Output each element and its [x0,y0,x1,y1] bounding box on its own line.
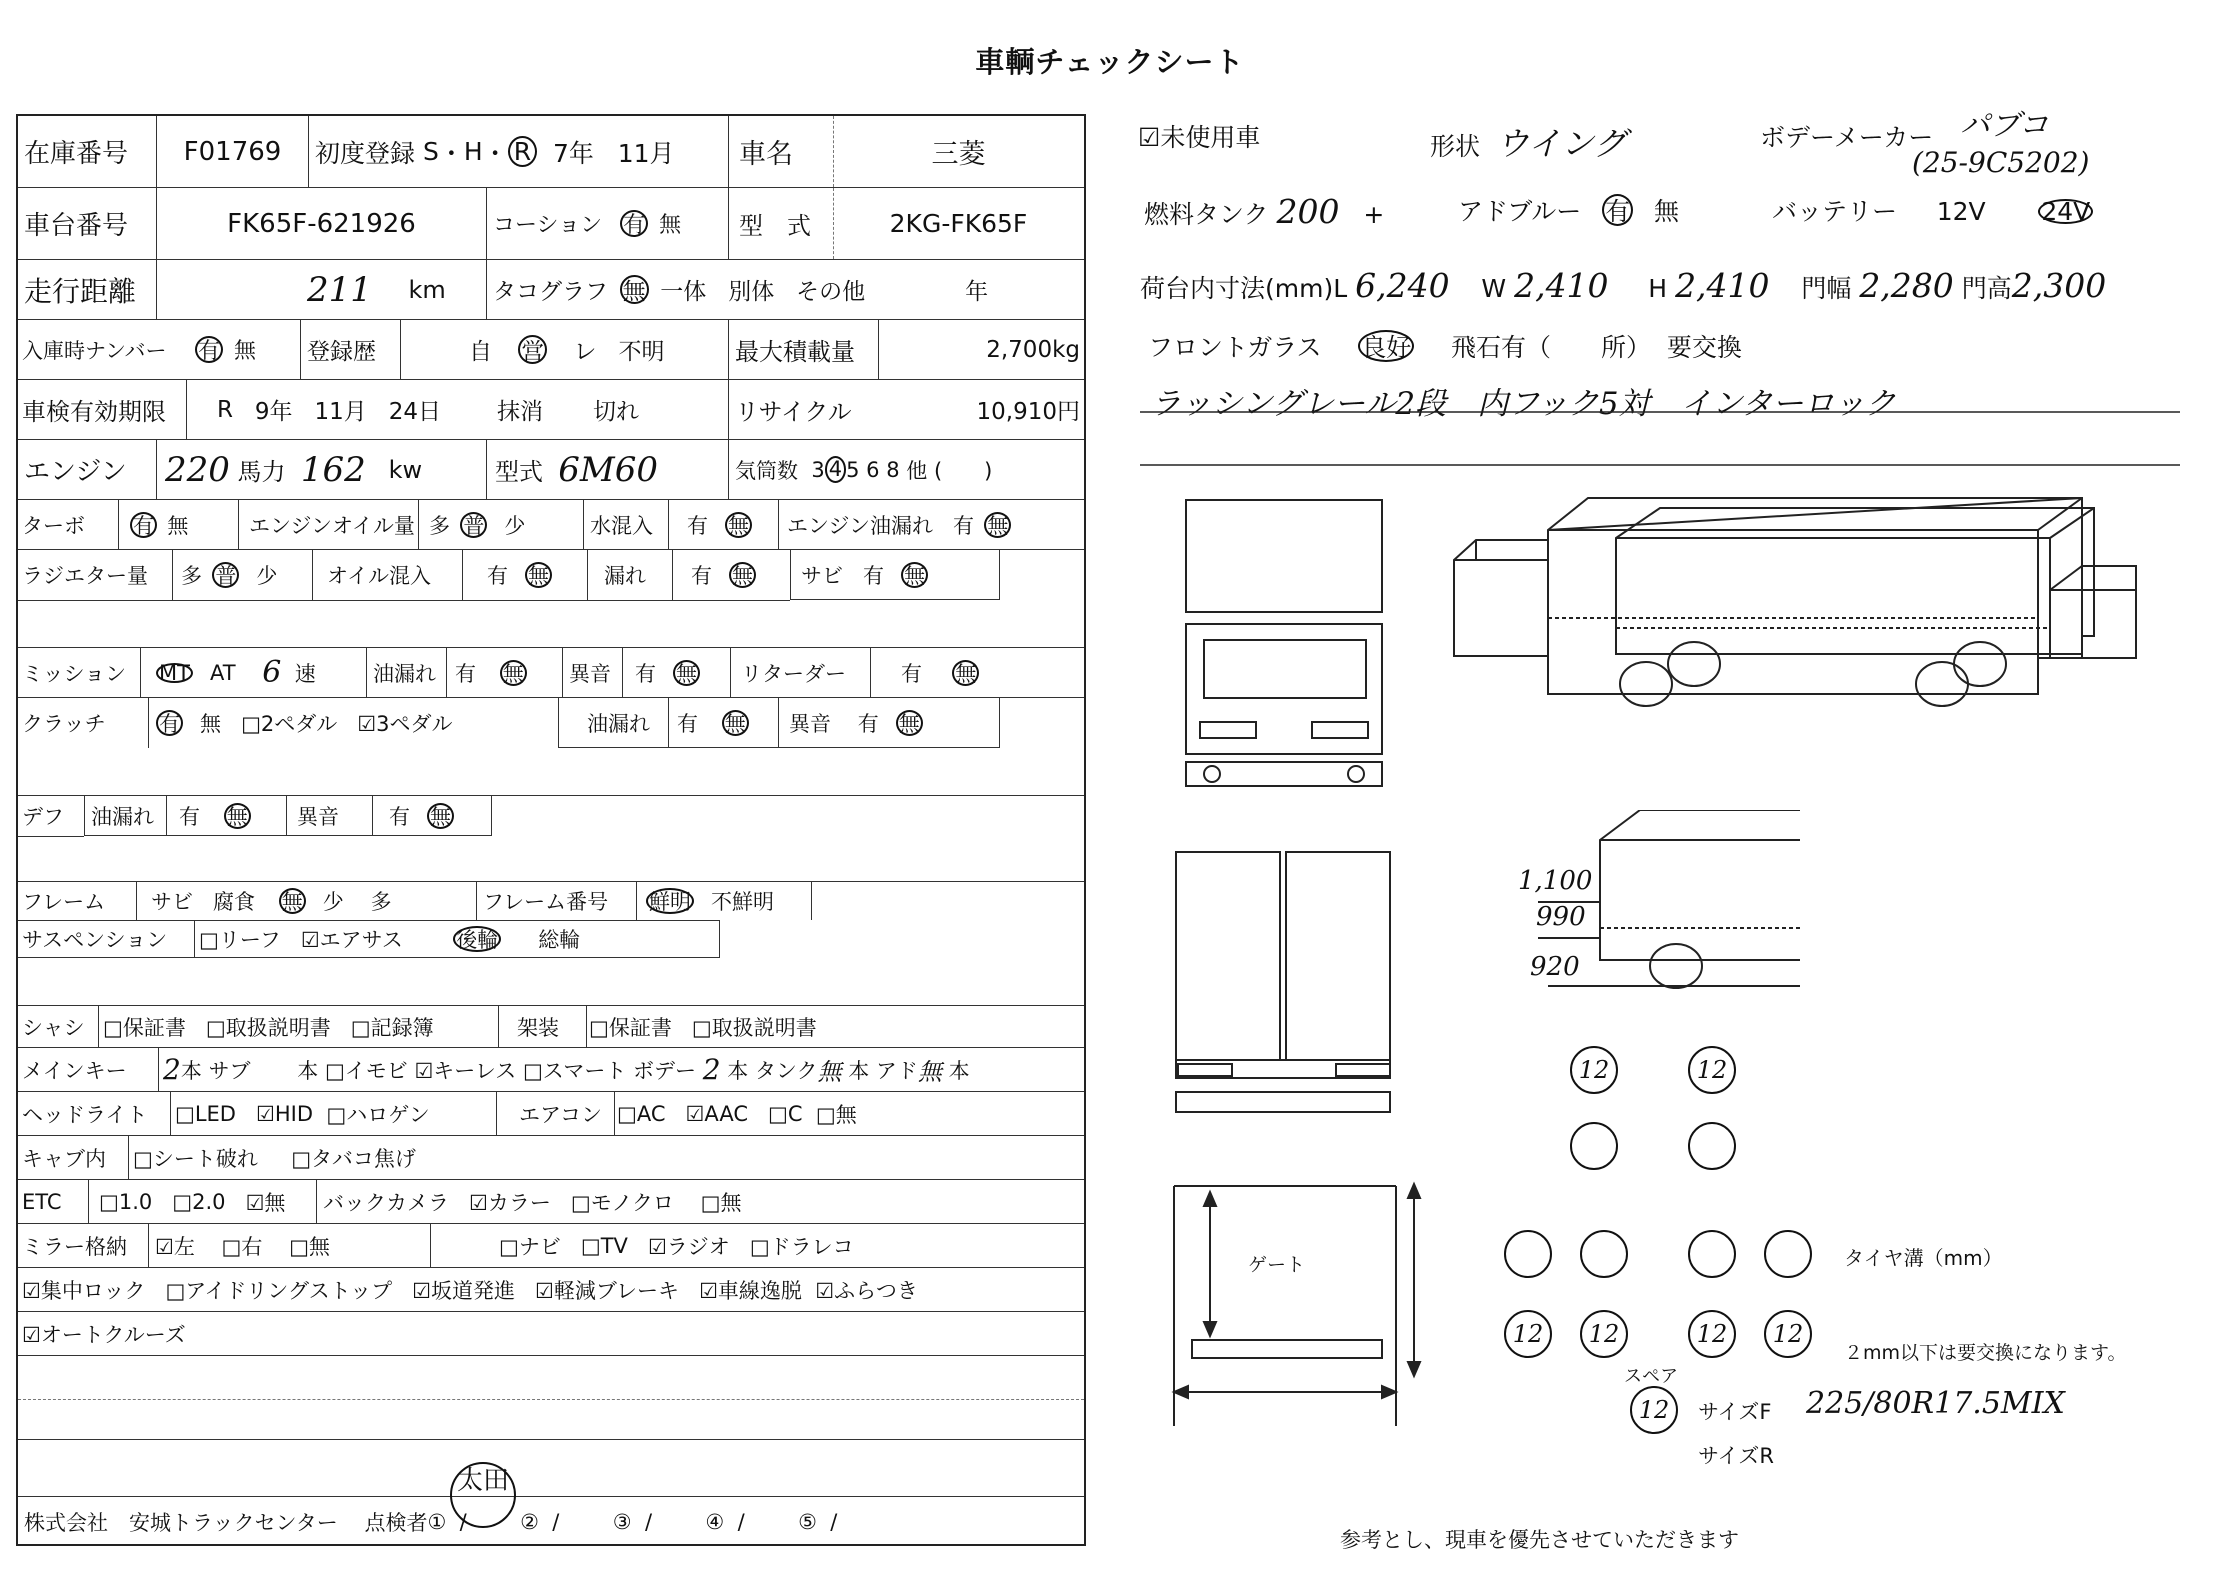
oil-mix-label: オイル混入 [312,550,462,600]
tachograph: タコグラフ 無 一体 別体 その他 年 [486,260,1084,319]
mission-type: MT AT 6 速 [140,648,366,697]
cargo-dimensions: 荷台内寸法(mm)L 6,240 W 2,410 H 2,410 門幅 2,280 門高2,300 [1140,266,2107,305]
stock-value: F01769 [156,116,308,187]
battery: バッテリー 12V 24V [1772,197,2091,226]
diff-noise-opts: 有 無 [372,796,492,836]
inspector-label: 点検者 [364,1510,428,1535]
fuel-tank: 燃料タンク 200 + [1144,192,1385,231]
mileage-label: 走行距離 [24,274,137,308]
diff-leak-opts: 有 無 [166,796,286,836]
footer-text: 株式会社 安城トラックセンター 点検者 ① / ② / ③ / ④ / ⑤ / [24,1497,837,1546]
page-title: 車輌チェックシート [975,45,1245,79]
gate-diagram [1150,1170,1450,1430]
reg-history-opts: 自 営 レ 不明 [400,320,728,379]
tire-blank [1764,1230,1812,1278]
tire-spare: 12 [1630,1386,1678,1434]
size-rear: サイズR [1698,1444,1774,1468]
model-label: 型 式 [728,188,833,259]
size-front: サイズF [1698,1400,1772,1424]
height-1100: 1,100 [1518,866,1593,896]
first-registration-label: 初度登録 [315,138,416,168]
radiator-opts: 多 普 少 [172,550,312,600]
rust: サビ 有 無 [790,550,1000,600]
mission-leak-label: 油漏れ [366,648,446,697]
chassis-docs-label: シャシ [22,1015,85,1040]
etc-opts: □1.0 □2.0 ☑無 [88,1180,316,1223]
adblue: アドブルー 有 無 [1458,192,1679,228]
headlight-label: ヘッドライト [22,1102,148,1127]
company-name: 株式会社 安城トラックセンター [24,1510,338,1535]
turbo-label: ターボ [22,513,85,538]
maker-label: 車名 [728,116,833,187]
truck-side-view-right [1616,508,2136,686]
disclaimer: 参考とし、現車を優先させていただきます [1340,1528,1739,1552]
tire-depth-label: タイヤ溝（mm） [1844,1246,2003,1270]
nav-opts: □ナビ □TV ☑ラジオ □ドラレコ [430,1224,1084,1267]
clutch-leak-label: 油漏れ [558,698,668,748]
etc-label: ETC [22,1189,62,1214]
truck-front-view [1186,624,1382,754]
retarder-label: リターダー [730,648,870,697]
mileage-value: 211 [307,269,372,310]
rear-door-left [1176,852,1280,1060]
tire-blank [1504,1230,1552,1278]
leak-opts: 有 無 [672,550,790,600]
tire-blank [1688,1230,1736,1278]
body-maker-value: パブコ [1960,108,2049,143]
mission-noise-opts: 有 無 [622,648,730,697]
tire-front-left: 12 [1570,1046,1618,1094]
tire-blank [1580,1230,1628,1278]
maker-value: 三菱 [833,116,1083,187]
tire-rear-3: 12 [1688,1310,1736,1358]
chassis-label: 車台番号 [24,211,129,241]
shape: 形状 ウイング [1430,124,1627,163]
camera: バックカメラ ☑カラー □モノクロ □無 [316,1180,1084,1223]
tire-rear-1: 12 [1504,1310,1552,1358]
mileage-value-cell: 211 km [156,260,486,319]
cruise-opt: ☑オートクルーズ [22,1322,186,1347]
ac-label: エアコン [496,1092,614,1135]
engine-oil-label: エンジンオイル量 [238,500,438,549]
mission-label: ミッション [22,661,127,686]
diff-noise-label: 異音 [286,796,372,836]
gate-label: ゲート [1248,1254,1306,1276]
era-circled: R [508,136,537,168]
first-registration: 初度登録 S ・ H ・ R 7年 11月 [308,116,728,187]
height-920: 920 [1530,952,1580,982]
truck-top-view [1186,500,1382,612]
cylinders: 気筒数 3 4 5 6 8 他 ( ) [728,440,1084,499]
inspection-date: R 9年 11月 24日 抹消 切れ [186,380,728,439]
tire-rear-2: 12 [1580,1310,1628,1358]
height-990: 990 [1536,902,1586,932]
body-maker: ボデーメーカー [1760,123,1934,152]
model-value: 2KG-FK65F [833,188,1083,259]
mirror-opts: ☑左 □右 □無 [148,1224,430,1267]
recycle-label: リサイクル [728,380,878,439]
reg-history-label: 登録歴 [300,320,400,379]
frame-rust: サビ 腐食 無 少 多 [136,882,476,920]
diff-label: デフ [22,805,64,829]
inspector-seal: 太田 [450,1462,516,1528]
body-docs-label: 架装 [498,1006,586,1047]
max-load-value: 2,700kg [878,320,1084,379]
cabin-opts: □シート破れ □タバコ焦げ [128,1136,1084,1179]
clutch-opts: 有 無 □2ペダル ☑3ペダル [148,698,558,748]
tire-blank [1688,1122,1736,1170]
engine-oil-opts: 多 普 少 [418,500,583,549]
recycle-value: 10,910円 [976,399,1080,425]
entry-plate-label: 入庫時ナンバー [22,338,167,363]
entry-plate-opts: 有 無 [198,320,256,379]
size-front-value: 225/80R17.5MIX [1806,1386,2065,1421]
oil-mix-opts: 有 無 [462,550,587,600]
water-mix-label: 水混入 [583,500,668,549]
ac-opts: □AC ☑AAC □C □無 [614,1092,1084,1135]
diff-leak-label: 油漏れ [84,796,166,836]
chassis-value: FK65F-621926 [156,188,486,259]
clutch-noise: 異音 有 無 [778,698,1000,748]
rear-door-right [1286,852,1390,1060]
suspension-label: サスペンション [22,928,168,952]
stock-label: 在庫番号 [24,139,129,169]
body-maker-number: (25-9C5202) [1912,146,2090,179]
chassis-docs-items: □保証書 □取扱説明書 □記録簿 [98,1006,498,1047]
mission-noise-label: 異音 [562,648,622,697]
clutch-leak-opts: 有 無 [668,698,778,748]
frame-number-opts: 鮮明 不鮮明 [636,882,812,920]
inspection-label: 車検有効期限 [22,398,166,426]
safety-opts: ☑集中ロック □アイドリングストップ ☑坂道発進 ☑軽減ブレーキ ☑車線逸脱 ☑ふらつき [22,1278,918,1303]
clutch-label: クラッチ [22,712,106,736]
tire-note: ２mm以下は要交換になります。 [1844,1342,2127,1364]
engine-model: 型式 6M60 [486,440,728,499]
leak-label: 漏れ [587,550,672,600]
coating: コーション 有 無 [486,188,728,259]
windshield: フロントガラス 良好 飛石有（ 所） 要交換 [1148,328,1742,364]
unused-car: ☑未使用車 [1138,123,1261,152]
tire-rear-4: 12 [1764,1310,1812,1358]
body-docs-items: □保証書 □取扱説明書 [586,1006,1084,1047]
max-load-label: 最大積載量 [728,320,878,379]
engine-oil-leak: エンジン油漏れ 有 無 [778,500,1084,549]
headlight-opts: □LED ☑HID □ハロゲン [170,1092,496,1135]
truck-side-view-left [1454,498,2082,706]
radiator-label: ラジエター量 [22,564,148,588]
notes: ラッシングレール2段 内フック5対 インターロック [1150,386,1896,422]
engine-label: エンジン [24,457,127,487]
cabin-label: キャブ内 [22,1146,106,1171]
retarder-opts: 有 無 [870,648,1084,697]
frame-number-label: フレーム番号 [476,882,636,920]
engine-output: 220 馬力 162 kw [156,440,486,499]
mirror-label: ミラー格納 [22,1234,127,1259]
turbo-opts: 有 無 [118,500,238,549]
spare-label: スペア [1624,1366,1678,1387]
tire-blank [1570,1122,1618,1170]
mission-leak-opts: 有 無 [446,648,562,697]
main-key-label: メインキー [22,1058,127,1083]
main-key-opts: 2 本 サブ 本 □イモビ ☑キーレス □スマート ボデー 2 本 タンク 無 本 アド 無 本 [158,1048,1084,1091]
water-mix-opts: 有 無 [668,500,778,549]
frame-label: フレーム [22,890,106,914]
suspension-opts: □リーフ ☑エアサス 後輪 総輪 [194,921,718,957]
tire-front-right: 12 [1688,1046,1736,1094]
